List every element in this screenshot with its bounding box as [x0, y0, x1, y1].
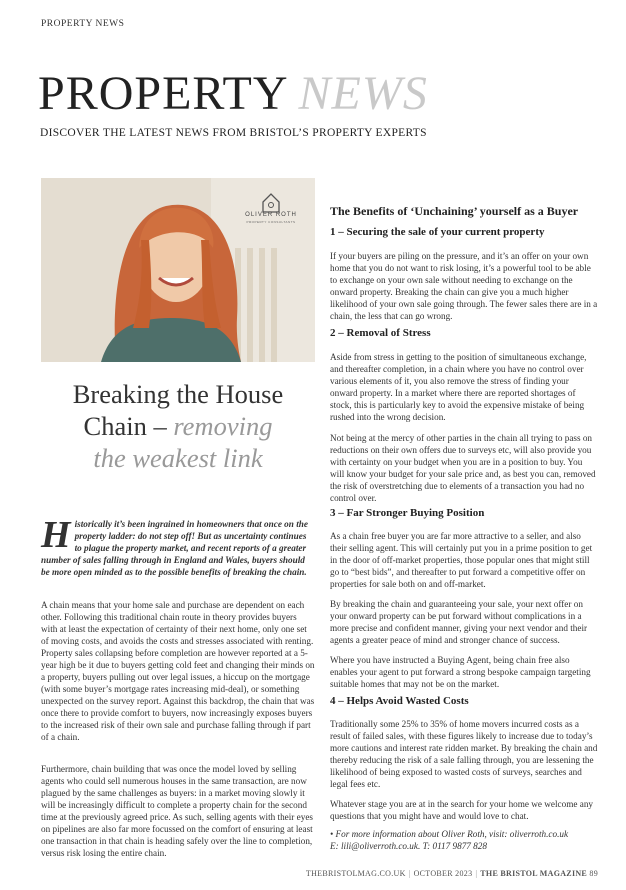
section-4-heading: 4 – Helps Avoid Wasted Costs [330, 695, 469, 707]
oliver-roth-logo [241, 184, 301, 234]
oliver-roth-logo-subtext: PROPERTY CONSULTANTS [246, 220, 296, 224]
footer-date: OCTOBER 2023 [413, 869, 473, 878]
masthead-word-news: NEWS [298, 67, 428, 120]
headline-line-2 [41, 410, 315, 442]
drop-cap: H [41, 514, 71, 556]
section-3-paragraph-1: As a chain free buyer you are far more attractive to a seller, and also their selling agent. This will certainly put you in a prime position to get in the door of off-market properties, those popular ones that might still go to “best bids”, and thereafter to put forward a competitive offer on properties for sale both on and off-market. [330, 531, 593, 589]
benefits-title: The Benefits of ‘Unchaining’ yourself as a Buyer [330, 204, 579, 218]
section-3-paragraph-3: Where you have instructed a Buying Agent, being chain free also enables your agent to put forward a strong bespoke campaign targeting suitable homes that may not be on the market. [330, 655, 591, 689]
section-2-paragraph-2: Not being at the mercy of other parties in the chain all trying to pass on reductions on their own offers due to surveys etc, will also provide you with certainty on your budget when you are in a position to buy. You will know your budget for your sale price and, as best you can, removed the risk of overstretching due to elements of a transaction you had no control over. [330, 433, 596, 503]
headline-line-3: the weakest link [93, 443, 263, 473]
intro-text: istorically it’s been ingrained in homeowners that once on the property ladder: do not step off! But as uncertainty continues to plague the property market, and recent reports of a greater number of sales falling through in England and Wales, buyers should be more open minded as to the possible benefits of breaking the chain. [41, 519, 308, 577]
headline-line-2-italic: removing [173, 411, 273, 441]
section-tag: PROPERTY NEWS [41, 19, 125, 29]
section-2-paragraph-1: Aside from stress in getting to the position of simultaneous exchange, and thereafter completion, in a chain where you have no control over various elements of it, you also remove the stress of finding your onward property. In a market where there are reported shortages of stock, this is particularly key to avoid the expensive mistake of being rushed into the wrong decision. [330, 352, 587, 422]
headline-line-1: Breaking the House [72, 379, 284, 409]
article-headline [41, 378, 315, 474]
masthead-word-property: PROPERTY [38, 67, 289, 120]
page-footer: THEBRISTOLMAG.CO.UK | OCTOBER 2023 | THE BRISTOL MAGAZINE 89 [305, 869, 598, 878]
footer-page-number: 89 [589, 869, 598, 878]
section-2-heading: 2 – Removal of Stress [330, 327, 431, 339]
masthead-subhead: DISCOVER THE LATEST NEWS FROM BRISTOL’S PROPERTY EXPERTS [40, 127, 427, 139]
section-4-paragraph-1: Traditionally some 25% to 35% of home movers incurred costs as a result of failed sales, with these figures likely to increase due to today’s more cautions and interest rate ridden market. By breaking the chain and thereby reducing the risk of a sale falling through, you are lessening the likelihood of being exposed to wasted costs of surveys, searches and legal fees etc. [330, 719, 598, 789]
section-1-heading: 1 – Securing the sale of your current property [330, 226, 545, 238]
contact-line-website: • For more information about Oliver Roth, visit: oliverroth.co.uk [330, 829, 569, 839]
section-4-paragraph-2: Whatever stage you are at in the search for your home we welcome any questions that you might have and would love to chat. [330, 799, 594, 821]
article-photo [41, 178, 315, 362]
section-3-paragraph-2: By breaking the chain and guaranteeing your sale, your next offer on your onward property can be put forward without complications in a more precise and confident manner, giving your next vendor and their agents a greater peace of mind and stronger chance of success. [330, 599, 588, 645]
headline-line-2-plain: Chain – [83, 411, 174, 441]
contact-line-email-phone: E: lili@oliverroth.co.uk. T: 0117 9877 828 [330, 841, 487, 851]
left-paragraph-2: Furthermore, chain building that was once the model loved by selling agents who could sell numerous houses in the same transaction, are now plagued by the same challenges as buyers: in a market moving slowly it will be increasingly difficult to complete a property chain for the second time at the previously agreed price. As such, selling agents with their eyes on pipelines are also far more focussed on the comfort of ensuring at least one transaction in that chain is heading safely over the line to completion, versus risk losing the entire chain. [41, 764, 313, 858]
left-paragraph-1: A chain means that your home sale and purchase are dependent on each other. Following this traditional chain route in theory provides buyers with at least the expectation of certainty of their next home, only one set of moving costs, and avoids the costs and stresses associated with renting. Property sales collapsing before completion are however reported at a 5-year high be it due to buyers getting cold feet and changing their minds on a property, buyers pulling out over legal issues, a hiccup on the mortgage (with some buyer’s mortgage rates increasing mid-deal), or something unexpected on the survey report. Against this backdrop, the chain that was once there to provide comfort to buyers, now increasingly exposes buyers to the increased risk of their own sale and purchase falling through if part of a chain. [41, 600, 315, 742]
footer-magazine: THE BRISTOL MAGAZINE [480, 869, 588, 878]
masthead [38, 68, 428, 120]
section-3-heading: 3 – Far Stronger Buying Position [330, 507, 485, 519]
section-1-paragraph: If your buyers are piling on the pressure, and it’s an offer on your own home that you do not want to risk losing, it’s a powerful tool to be able to exchange on your own sale without needing to exchange on the onward property. Breaking the chain can give you a much higher likelihood of your own sale going through. The fewer sales there are in a chain, the less that can go wrong. [330, 251, 598, 321]
oliver-roth-logo-text: OLIVER ROTH [245, 212, 297, 218]
contact-info [330, 828, 598, 852]
footer-site: THEBRISTOLMAG.CO.UK [305, 869, 406, 878]
intro-paragraph [41, 514, 315, 578]
